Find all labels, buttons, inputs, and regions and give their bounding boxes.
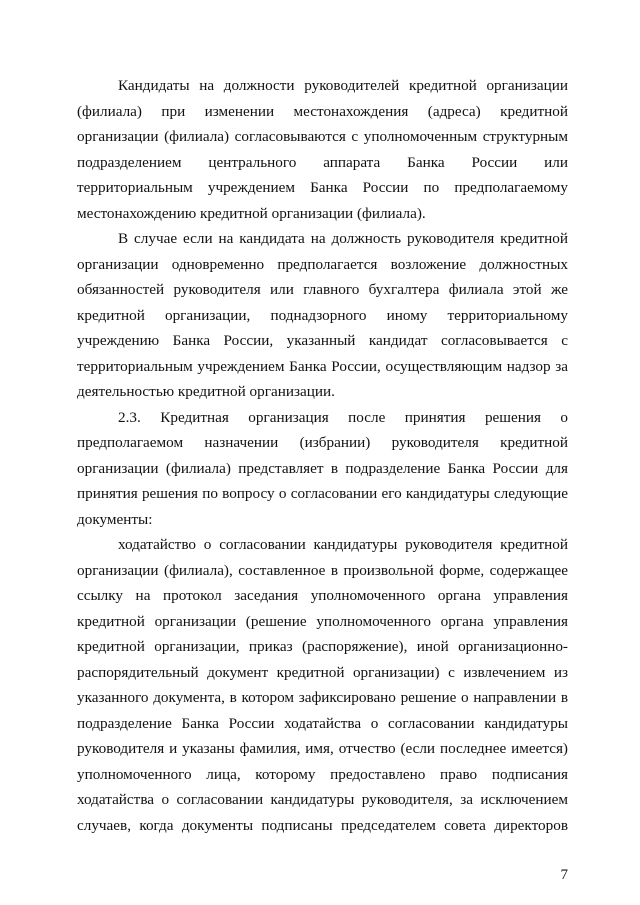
text-line: кредитной организации (решение уполномоченного органа управления (77, 612, 568, 630)
text-line: предполагаемом назначении (избрании) руководителя кредитной (77, 434, 568, 451)
text-line: организации (филиала) согласовываются с уполномоченным структурным (77, 128, 568, 145)
section-heading-line: 2.3. Кредитная организация после принятия решения о (118, 408, 568, 426)
text-line: документы: (77, 510, 153, 528)
text-line: подразделение Банка России ходатайства о согласовании кандидатуры (77, 714, 568, 732)
text-line: уполномоченного лица, которому предоставлено право подписания (77, 765, 568, 783)
text-line: организации (филиала) представляет в подразделение Банка России для (77, 459, 568, 477)
text-line: принятия решения по вопросу о согласовании его кандидатуры следующие (77, 485, 568, 502)
text-line: руководителя и указаны фамилия, имя, отчество (если последнее имеется) (77, 740, 568, 757)
text-line: организации (филиала), составленное в произвольной форме, содержащее (77, 561, 568, 579)
page-number: 7 (560, 867, 568, 883)
text-line: ходатайство о согласовании кандидатуры руководителя кредитной (118, 536, 568, 553)
text-line: учреждению Банка России, указанный кандидат согласовывается с (77, 332, 568, 349)
text-line: местонахождению кредитной организации (филиала). (77, 204, 426, 222)
text-line: Кандидаты на должности руководителей кредитной организации (118, 77, 568, 94)
text-line: организации одновременно предполагается возложение должностных (77, 255, 568, 273)
text-line: деятельностью кредитной организации. (77, 383, 335, 400)
text-line: (филиала) при изменении местонахождения (адреса) кредитной (77, 102, 568, 120)
text-line: подразделением центрального аппарата Банка России или (77, 153, 568, 171)
text-line: кредитной организации, поднадзорного иному территориальному (77, 306, 568, 324)
text-line: ссылку на протокол заседания уполномоченного органа управления (77, 587, 568, 604)
text-line: указанного документа, в котором зафиксировано решение о направлении в (77, 689, 568, 706)
text-line: случаев, когда документы подписаны председателем совета директоров (77, 816, 568, 834)
text-line: ходатайства о согласовании кандидатуры руководителя, за исключением (77, 791, 568, 808)
text-line: распорядительный документ кредитной организации) с извлечением из (77, 663, 568, 681)
text-line: кредитной организации, приказ (распоряжение), иной организационно- (77, 638, 568, 655)
text-line: обязанностей руководителя или главного бухгалтера филиала этой же (77, 281, 568, 298)
text-line: В случае если на кандидата на должность руководителя кредитной (118, 230, 568, 247)
text-line: территориальным учреждением Банка России, осуществляющим надзор за (77, 357, 568, 375)
text-line: территориальным учреждением Банка России по предполагаемому (77, 179, 568, 196)
